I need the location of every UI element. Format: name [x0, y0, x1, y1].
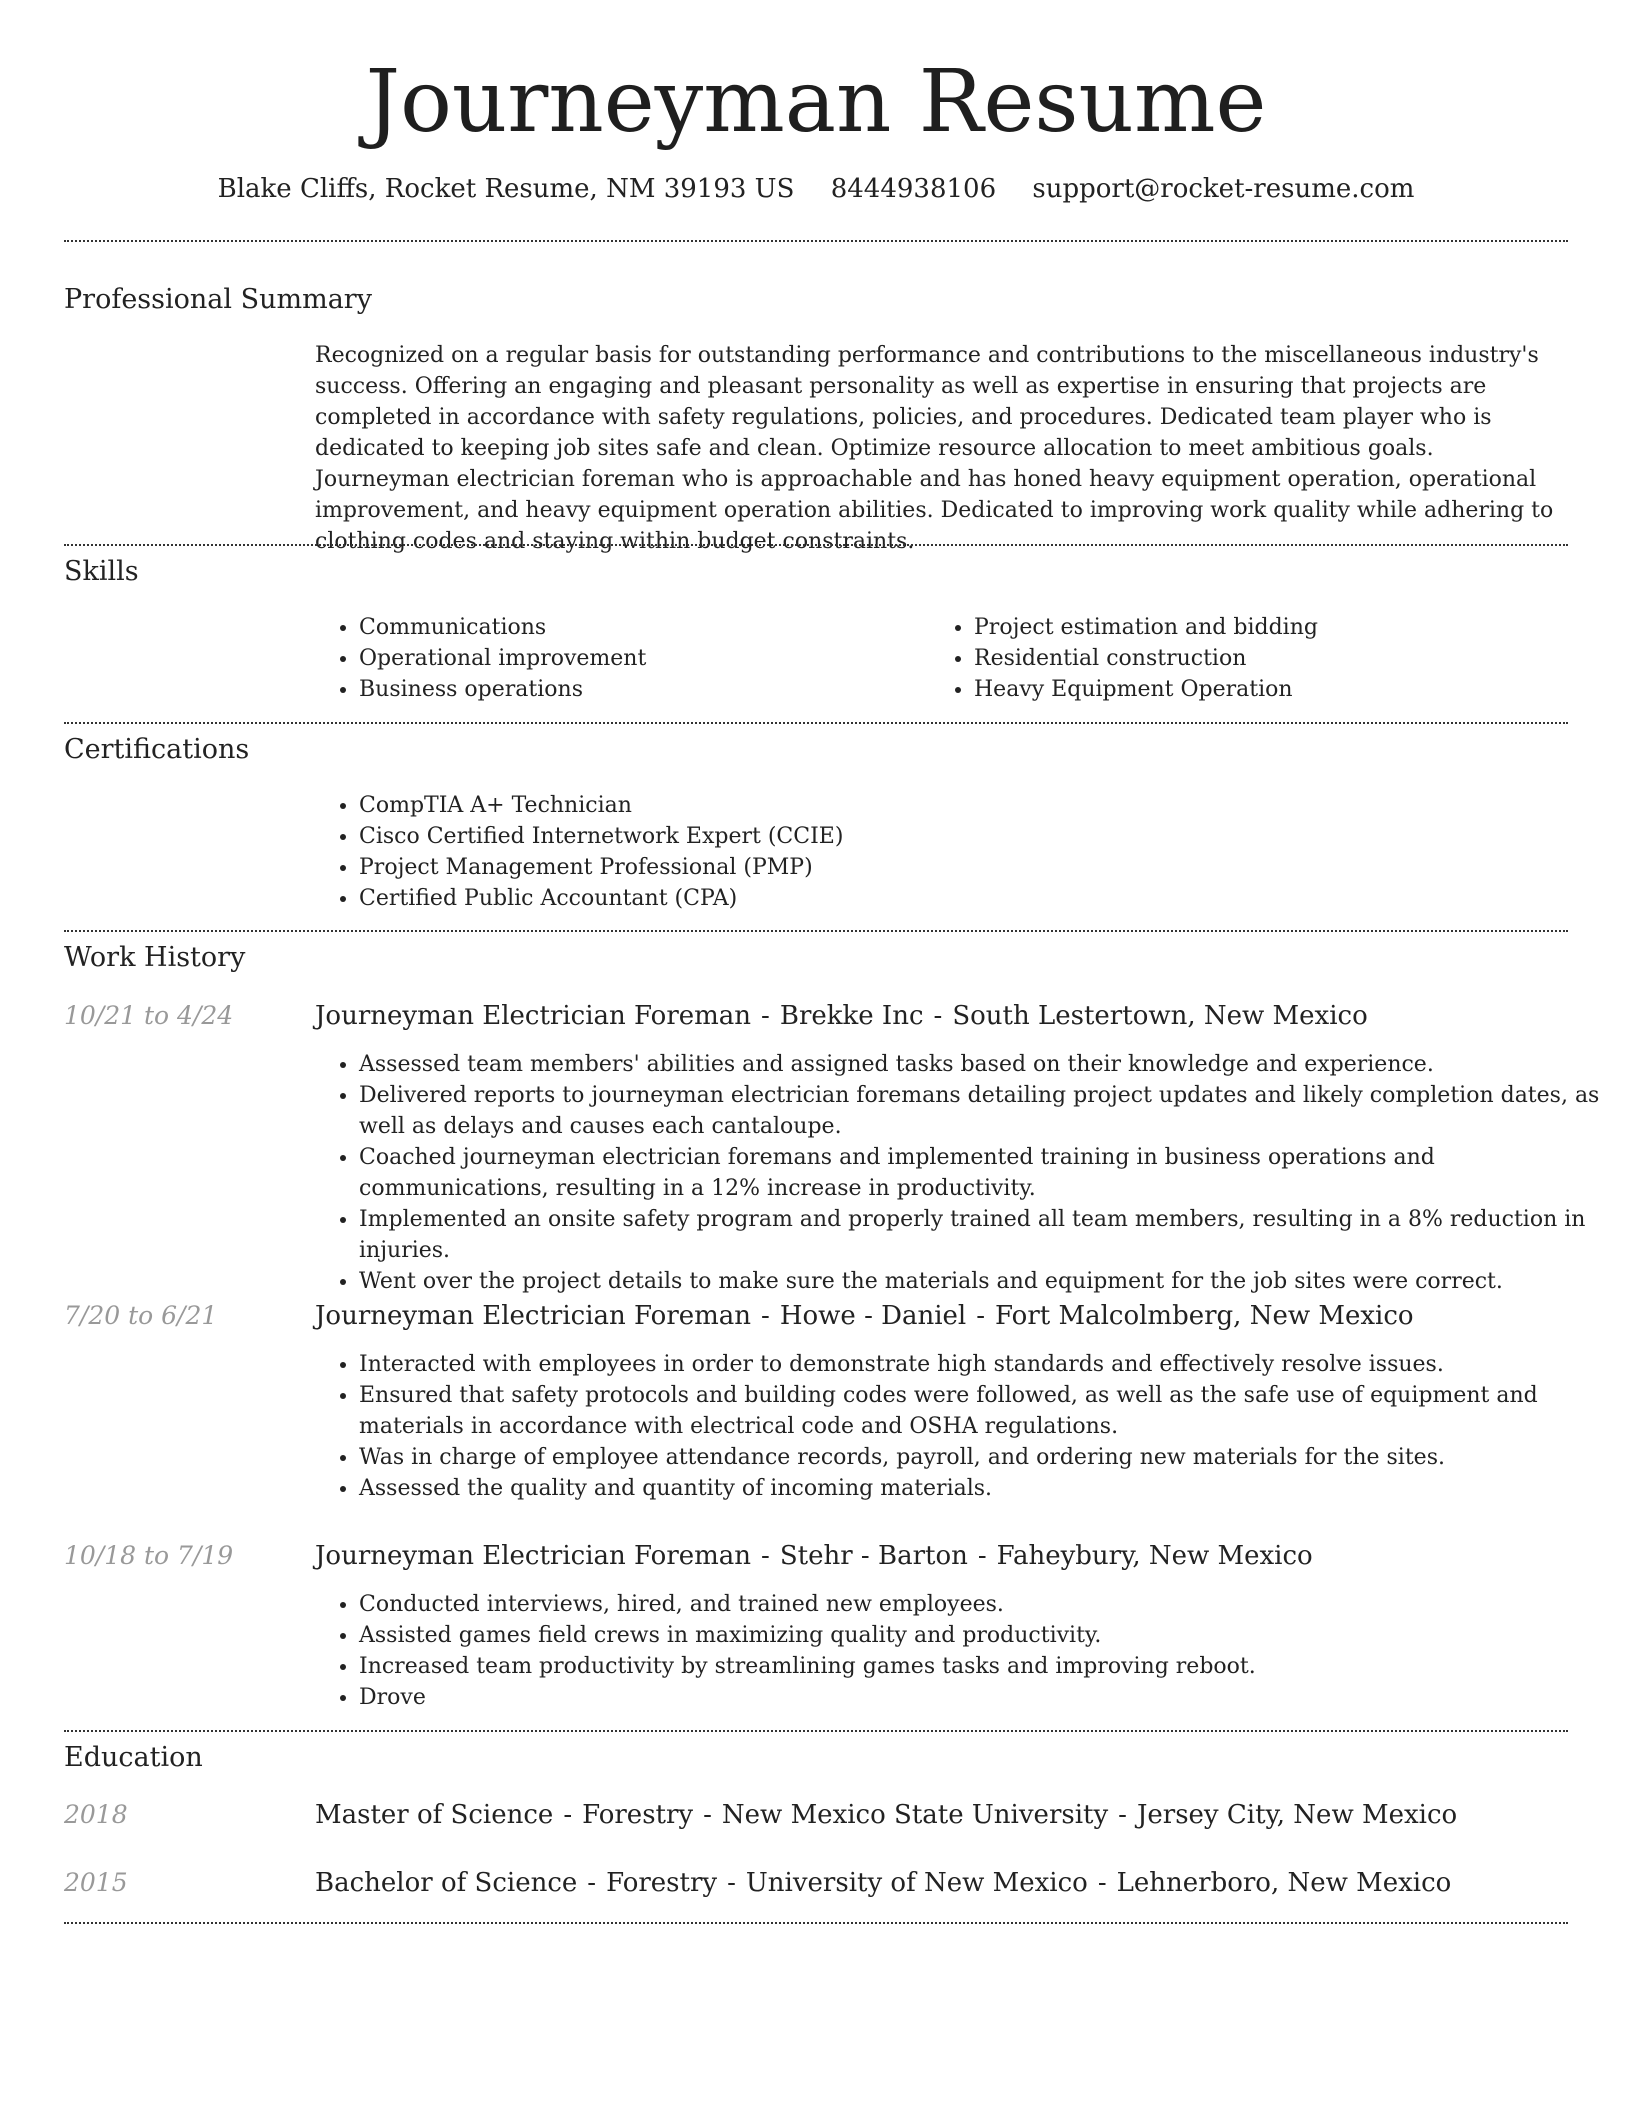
contact-address: Blake Cliffs, Rocket Resume, NM 39193 US: [217, 174, 795, 204]
skills-list-right: [930, 612, 1574, 705]
section-divider: [64, 544, 1568, 546]
education-degree: Bachelor of Science: [315, 1868, 578, 1898]
contact-email[interactable]: support@rocket-resume.com: [1032, 174, 1415, 204]
education-degree: Master of Science: [315, 1800, 554, 1830]
education-line: Master of Science - Forestry - New Mexico State University - Jersey City, New Mexico: [315, 1800, 1458, 1830]
certification-item: • CompTIA A+ Technician: [359, 790, 1559, 821]
certification-item: • Cisco Certified Internetwork Expert (CCIE): [359, 821, 1559, 852]
job-title: Journeyman Electrician Foreman: [315, 1541, 752, 1571]
skills-list-left: [315, 612, 919, 705]
section-divider: [64, 722, 1568, 724]
job-bullet: • Went over the project details to make sure the materials and equipment for the job sites were correct.: [359, 1266, 1612, 1297]
certification-item: • Certified Public Accountant (CPA): [359, 883, 1559, 914]
job-company: Howe - Daniel: [779, 1301, 967, 1331]
section-divider: [64, 930, 1568, 932]
job-bullet: • Delivered reports to journeyman electrician foremans detailing project updates and likely completion dates, as well as delays and causes each cantaloupe.: [359, 1080, 1612, 1142]
job-bullet: • Interacted with employees in order to demonstrate high standards and effectively resolve issues.: [359, 1349, 1612, 1380]
certification-item: • Project Management Professional (PMP): [359, 852, 1559, 883]
job-bullet: • Increased team productivity by streamlining games tasks and improving reboot.: [359, 1651, 1612, 1682]
job-dates: 10/18 to 7/19: [64, 1541, 234, 1570]
job-location: Fort Malcolmberg, New Mexico: [995, 1301, 1414, 1331]
job-title: Journeyman Electrician Foreman: [315, 1001, 752, 1031]
skill-item: • Business operations: [359, 674, 919, 705]
job-dates: 10/21 to 4/24: [64, 1001, 234, 1030]
education-school: University of New Mexico: [745, 1868, 1088, 1898]
job-title: Journeyman Electrician Foreman: [315, 1301, 752, 1331]
skill-item: • Communications: [359, 612, 919, 643]
section-divider: [64, 1730, 1568, 1732]
certifications-heading: Certifications: [64, 734, 250, 765]
job-bullet: • Was in charge of employee attendance records, payroll, and ordering new materials for the sites.: [359, 1442, 1612, 1473]
job-location: Faheybury, New Mexico: [996, 1541, 1313, 1571]
job-bullets: [315, 1049, 1612, 1297]
education-line: Bachelor of Science - Forestry - University of New Mexico - Lehnerboro, New Mexico: [315, 1868, 1452, 1898]
job-bullet: • Assessed team members' abilities and assigned tasks based on their knowledge and experience.: [359, 1049, 1612, 1080]
job-bullet: • Conducted interviews, hired, and trained new employees.: [359, 1589, 1612, 1620]
work-history-heading: Work History: [64, 942, 246, 973]
section-divider: [64, 1922, 1568, 1924]
summary-text: Recognized on a regular basis for outstanding performance and contributions to the miscellaneous industry's success. Offering an engaging and pleasant personality as well as expertise in ensuring that projects are completed in accordance with safety regulations, policies, and procedures. Dedicated team player who is dedicated to keeping job sites safe and clean. Optimize resource allocation to meet ambitious goals. Journeyman electrician foreman who is approachable and has honed heavy equipment operation, operational improvement, and heavy equipment operation abilities. Dedicated to improving work quality while adhering to clothing codes and staying within budget constraints.: [315, 343, 1554, 554]
certifications-list: [315, 790, 1559, 914]
education-field: Forestry: [606, 1868, 718, 1898]
skill-item: • Project estimation and bidding: [974, 612, 1574, 643]
job-title-line: Journeyman Electrician Foreman - Brekke Inc - South Lestertown, New Mexico: [315, 1001, 1368, 1031]
education-year: 2015: [64, 1868, 128, 1897]
section-divider: [64, 240, 1568, 242]
job-bullet: • Implemented an onsite safety program and properly trained all team members, resulting in a 8% reduction in injuries.: [359, 1204, 1612, 1266]
contact-phone: 8444938106: [830, 174, 997, 204]
skill-item: • Residential construction: [974, 643, 1574, 674]
job-company: Brekke Inc: [779, 1001, 924, 1031]
job-dates: 7/20 to 6/21: [64, 1301, 218, 1330]
contact-line: [0, 172, 1632, 206]
job-company: Stehr - Barton: [779, 1541, 968, 1571]
summary-heading: Professional Summary: [64, 284, 372, 315]
job-bullets: [315, 1349, 1612, 1504]
job-bullets: [315, 1589, 1612, 1713]
job-bullet: • Assisted games field crews in maximizing quality and productivity.: [359, 1620, 1612, 1651]
job-title-line: Journeyman Electrician Foreman - Stehr - Barton - Faheybury, New Mexico: [315, 1541, 1313, 1571]
education-location: Lehnerboro, New Mexico: [1116, 1868, 1452, 1898]
education-year: 2018: [64, 1800, 128, 1829]
education-heading: Education: [64, 1742, 203, 1773]
skill-item: • Operational improvement: [359, 643, 919, 674]
job-location: South Lestertown, New Mexico: [952, 1001, 1368, 1031]
education-school: New Mexico State University: [721, 1800, 1109, 1830]
job-bullet: • Drove: [359, 1682, 1612, 1713]
skill-item: • Heavy Equipment Operation: [974, 674, 1574, 705]
job-bullet: • Coached journeyman electrician foremans and implemented training in business operations and communications, resulting in a 12% increase in productivity.: [359, 1142, 1612, 1204]
page-title: Journeyman Resume: [365, 52, 1267, 152]
job-bullet: • Assessed the quality and quantity of incoming materials.: [359, 1473, 1612, 1504]
education-location: Jersey City, New Mexico: [1136, 1800, 1458, 1830]
job-bullet: • Ensured that safety protocols and building codes were followed, as well as the safe use of equipment and materials in accordance with electrical code and OSHA regulations.: [359, 1380, 1612, 1442]
skills-heading: Skills: [64, 556, 139, 587]
job-title-line: Journeyman Electrician Foreman - Howe - Daniel - Fort Malcolmberg, New Mexico: [315, 1301, 1414, 1331]
education-field: Forestry: [582, 1800, 694, 1830]
